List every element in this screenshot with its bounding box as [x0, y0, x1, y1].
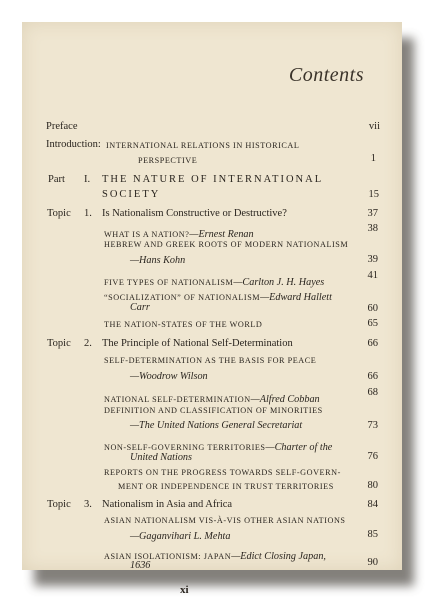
topic-title: Nationalism in Asia and Africa — [102, 499, 233, 510]
entry-reading: DEFINITION AND CLASSIFICATION OF MINORITIES — [104, 406, 323, 415]
page-number: 15 — [368, 189, 379, 200]
entry-reading: NATIONAL SELF-DETERMINATION—Alfred Cobban — [104, 394, 320, 405]
entry-author-cont: 1636 — [130, 560, 151, 571]
entry-reading-cont: MENT OR INDEPENDENCE IN TRUST TERRITORIES — [118, 482, 334, 491]
page-number: 90 — [367, 557, 378, 568]
part-label: Part — [48, 174, 65, 185]
page-number: 41 — [367, 270, 378, 281]
page-number: 39 — [367, 254, 378, 265]
part-title-cont: SOCIETY — [102, 189, 161, 200]
page-number: 66 — [367, 371, 378, 382]
topic-label: Topic — [47, 208, 71, 219]
entry-reading: “SOCIALIZATION” OF NATIONALISM—Edward Hallett — [104, 292, 332, 303]
page-title: Contents — [288, 64, 364, 86]
book-page — [22, 22, 402, 596]
entry-reading: ASIAN ISOLATIONISM: JAPAN—Edict Closing Japan, — [104, 551, 326, 562]
entry-reading: SELF-DETERMINATION AS THE BASIS FOR PEACE — [104, 356, 317, 365]
entry-reading: REPORTS ON THE PROGRESS TOWARDS SELF-GOVERN- — [104, 468, 341, 477]
page-number: 60 — [367, 303, 378, 314]
page-number: 37 — [367, 208, 378, 219]
entry-reading: WHAT IS A NATION?—Ernest Renan — [104, 229, 254, 240]
page-number: vii — [368, 121, 380, 132]
topic-label: Topic — [47, 499, 71, 510]
entry-introduction-title-cont: PERSPECTIVE — [138, 156, 198, 165]
entry-author: —Hans Kohn — [130, 255, 186, 266]
page-number: 76 — [367, 451, 378, 462]
topic-title: Is Nationalism Constructive or Destructive? — [102, 208, 287, 219]
entry-reading: THE NATION-STATES OF THE WORLD — [104, 320, 263, 329]
entry-reading: NON-SELF-GOVERNING TERRITORIES—Charter of the — [104, 442, 333, 453]
entry-preface: Preface — [46, 121, 78, 132]
topic-number: 3. — [84, 499, 92, 510]
entry-author: —Gaganvihari L. Mehta — [130, 531, 231, 542]
page-number: 65 — [367, 318, 378, 329]
entry-author-cont: United Nations — [130, 452, 192, 463]
entry-introduction-label: Introduction: — [46, 139, 101, 150]
page-folio: xi — [180, 584, 189, 596]
page-number: 1 — [370, 153, 376, 164]
page-number: 85 — [367, 529, 378, 540]
part-title: THE NATURE OF INTERNATIONAL — [102, 174, 324, 185]
entry-reading: ASIAN NATIONALISM VIS-À-VIS OTHER ASIAN NATIONS — [104, 516, 346, 525]
entry-reading: FIVE TYPES OF NATIONALISM—Carlton J. H. Hayes — [104, 277, 325, 288]
entry-author: —The United Nations General Secretariat — [130, 420, 303, 431]
topic-number: 2. — [84, 338, 92, 349]
page-number: 84 — [367, 499, 378, 510]
page-number: 80 — [367, 480, 378, 491]
topic-label: Topic — [47, 338, 71, 349]
entry-author: —Woodrow Wilson — [130, 371, 208, 382]
topic-title: The Principle of National Self-Determination — [102, 338, 293, 349]
page-number: 68 — [367, 387, 378, 398]
entry-introduction-title: INTERNATIONAL RELATIONS IN HISTORICAL — [106, 141, 300, 150]
page-number: 73 — [367, 420, 378, 431]
topic-number: 1. — [84, 208, 92, 219]
page-number: 66 — [367, 338, 378, 349]
entry-author-cont: Carr — [130, 302, 150, 313]
part-number: I. — [84, 174, 91, 185]
entry-reading: HEBREW AND GREEK ROOTS OF MODERN NATIONALISM — [104, 240, 349, 249]
page-number: 38 — [367, 223, 378, 234]
